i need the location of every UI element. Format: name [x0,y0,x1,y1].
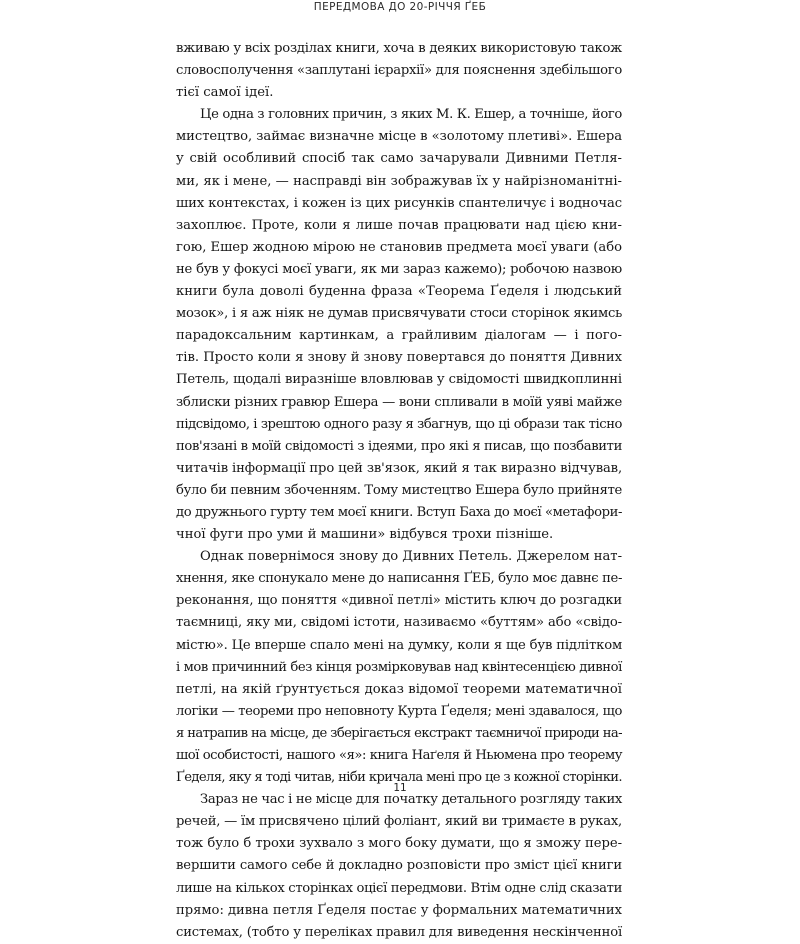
text-line: тів. Просто коли я знову й знову повертався до поняття Дивних [176,350,623,366]
text-line: прямо: дивна петля Ґеделя постає у формальних математичних [176,902,622,918]
text-line: ми, як і мене, — насправді він зображував їх у найрізноманітні- [176,173,622,189]
text-line: чної фуги про уми й машини» відбувся трохи пізніше. [176,527,554,543]
text-line: вершити самого себе й докладно розповісти про зміст цієї книги [176,858,623,874]
text-line: і мов причинний без кінця розмірковував над квінтесенцією дивної [176,659,622,675]
text-line: мозок», і я аж ніяк не думав присвячувати стоси сторінок якимсь [176,306,623,322]
text-line: мистецтво, займає визначне місце в «золотому плетиві». Ешера [176,129,622,145]
text-line: читачів інформації про цей зв'язок, який я так виразно відчував, [176,460,623,476]
text-line: зблиски різних гравюр Ешера — вони спливали в моїй уяві майже [176,394,623,410]
text-line: Петель, щодалі виразніше вловлював у свідомості швидкоплинні [176,372,623,388]
text-line: було би певним збоченням. Тому мистецтво Ешера було прийняте [176,482,622,498]
text-line: парадоксальним картинкам, а грайливим діалогам — і пого- [176,328,622,344]
text-line: шої особистості, нашого «я»: книга Наґеля й Ньюмена про теорему [176,748,622,763]
text-line: книги була доволі буденна фраза «Теорема Ґеделя і людський [176,284,622,300]
text-line: реконання, що поняття «дивної петлі» містить ключ до розгадки [176,593,623,609]
text-line: у свій особливий спосіб так само зачарували Дивними Петля- [176,151,622,167]
text-line: словосполучення «заплутані ієрархії» для пояснення здебільшого [176,63,623,79]
text-line: підсвідомо, і зрештою одного разу я збагнув, що ці образи так тісно [176,416,623,432]
text-line: таємниці, яку ми, свідомі істоти, називаємо «буттям» або «свідо- [176,615,622,631]
text-line: системах, (тобто у переліках правил для виведення нескінченної [176,924,623,940]
text-line: речей, — їм присвячено цілий фоліант, який ви тримаєте в руках, [176,814,622,830]
text-line: Зараз не час і не місце для початку детального розгляду таких [200,792,623,808]
text-line: до дружнього гурту тем моєї книги. Вступ Баха до моєї «метафори- [176,504,623,520]
text-line: містю». Це вперше спало мені на думку, коли я ще був підлітком [176,637,623,653]
text-line: тієї самої ідеї. [176,85,274,101]
text-line: я натрапив на місце, де зберігається екстракт таємничої природи на- [176,725,622,741]
text-line: тож було б трохи зухвало з мого боку думати, що я зможу пере- [176,836,623,852]
text-line: логіки — теореми про неповноту Курта Ґеделя; мені здавалося, що [176,703,622,719]
text-line: не був у фокусі моєї уваги, як ми зараз кажемо); робочою назвою [176,261,622,277]
text-line: Однак повернімося знову до Дивних Петель. Джерелом нат- [200,549,623,565]
text-line: вживаю у всіх розділах книги, хоча в деяких використовую також [176,41,623,56]
text-line: Ґеделя, яку я тоді читав, ніби кричала мені про це з кожної сторінки. [176,770,622,786]
text-line: хнення, яке спонукало мене до написання ҐЕБ, було моє давнє пе- [176,571,623,587]
text-line: пов'язані в моїй свідомості з ідеями, про які я писав, що позбавити [176,438,622,454]
running-head: ПЕРЕДМОВА ДО 20-РІЧЧЯ ҐЕБ [313,1,487,13]
text-line: захоплює. Проте, коли я лише почав працювати над цією кни- [176,217,622,233]
text-line: гою, Ешер жодною мірою не становив предмета моєї уваги (або [176,239,623,255]
text-line: петлі, на якій ґрунтується доказ відомої теореми математичної [176,681,622,697]
text-line: лише на кількох сторінках оцієї передмови. Втім одне слід сказати [176,880,623,896]
body-text [176,38,622,944]
page-number: 11 [393,782,407,794]
text-line: Це одна з головних причин, з яких М. К. Ешер, а точніше, його [200,107,622,123]
text-line: ших контекстах, і кожен із цих рисунків спантеличує і водночас [176,195,622,211]
